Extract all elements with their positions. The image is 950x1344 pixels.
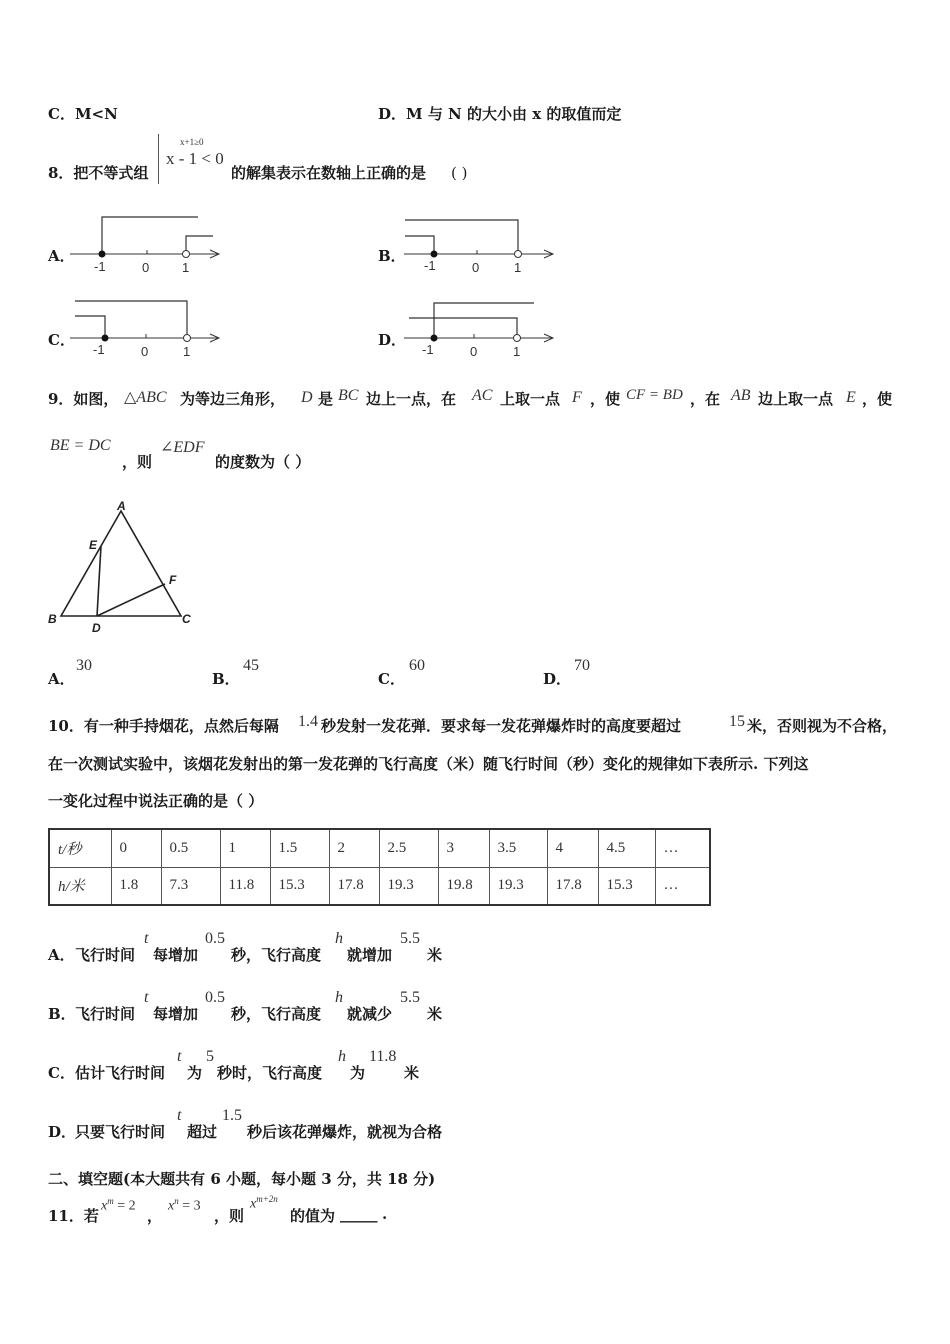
option-text: 米: [427, 946, 443, 964]
q8-inequality-2: x - 1 < 0: [166, 149, 224, 168]
tick-label: 1: [514, 260, 522, 275]
q9-segment-bc: BC: [338, 387, 359, 404]
option-label: D．: [48, 1123, 77, 1141]
table-cell: 1.8: [111, 867, 161, 905]
var-t: t: [177, 1107, 182, 1124]
q10-line1-c: 米，否则视为不合格，: [747, 717, 898, 735]
table-cell: 17.8: [329, 867, 379, 905]
option-label: C．: [48, 1064, 75, 1082]
value: 1.5: [222, 1107, 242, 1124]
q9-option-d-value: 70: [574, 657, 590, 674]
q8-number: 8．把不等式组: [48, 164, 149, 182]
table-cell: 2.5: [379, 829, 438, 867]
var-t: t: [144, 989, 149, 1006]
var-h: h: [338, 1048, 346, 1065]
q9-text-10: 的度数为（ ）: [215, 453, 311, 471]
q9-text-6: ，在: [690, 390, 721, 408]
table-cell: 3: [438, 829, 489, 867]
q9-option-a-label: A．: [48, 670, 75, 688]
table-cell: 11.8: [220, 867, 270, 905]
table-cell: 3.5: [489, 829, 547, 867]
q9-angle-edf: ∠EDF: [160, 439, 205, 456]
table-cell: 4: [547, 829, 598, 867]
q11-period: .: [382, 1205, 388, 1223]
q8-option-a-numberline: [70, 212, 230, 274]
table-cell: 17.8: [547, 867, 598, 905]
option-label: A．: [48, 946, 75, 964]
q9-text-5: ，使: [590, 390, 621, 408]
q9-option-a-value: 30: [76, 657, 92, 674]
section-2-title: 二、填空题(本大题共有 6 小题，每小题 3 分，共 18 分): [48, 1170, 436, 1188]
tick-label: -1: [422, 342, 434, 357]
q8-stem-rest: 的解集表示在数轴上正确的是: [231, 164, 427, 182]
q10-line1-a: 10．有一种手持烟花，点然后每隔: [48, 717, 279, 735]
q11-then: ，则: [214, 1207, 245, 1225]
option-text: 为: [187, 1064, 203, 1082]
q9-triangle-abc: △ABC: [124, 389, 167, 406]
table-cell: 0.5: [161, 829, 220, 867]
option-text: 就减少: [347, 1005, 393, 1023]
q9-segment-ab: AB: [731, 387, 751, 404]
tick-label: 0: [141, 344, 149, 359]
q9-point-d: D: [301, 389, 313, 406]
q11-expr-2: $x^n = 3$: [168, 1196, 201, 1214]
q11-comma: ，: [147, 1207, 163, 1225]
q10-line1-b: 秒发射一发花弹．要求每一发花弹爆炸时的高度要超过: [321, 717, 682, 735]
vertex-label-b: B: [48, 612, 57, 626]
q8-option-c-label: C．: [48, 331, 75, 349]
q9-option-d-label: D．: [543, 670, 572, 688]
table-cell: 0: [111, 829, 161, 867]
vertex-label-d: D: [92, 621, 101, 635]
table-cell: 1: [220, 829, 270, 867]
value: 5: [206, 1048, 214, 1065]
table-cell: 15.3: [270, 867, 329, 905]
tick-label: 0: [472, 260, 480, 275]
option-text: 米: [404, 1064, 420, 1082]
q9-segment-ac: AC: [472, 387, 493, 404]
q8-option-d-numberline: [404, 296, 564, 358]
q9-text-4: 上取一点: [500, 390, 561, 408]
option-text: 米: [427, 1005, 443, 1023]
table-cell: 7.3: [161, 867, 220, 905]
q7-option-d: D．M 与 N 的大小由 x 的取值而定: [378, 105, 622, 123]
option-text: 秒后该花弹爆炸，就视为合格: [247, 1123, 443, 1141]
table-cell: …: [655, 829, 710, 867]
vertex-label-f: F: [169, 573, 177, 587]
table-cell: 2: [329, 829, 379, 867]
q9-point-f: F: [572, 389, 582, 406]
tick-label: 1: [183, 344, 191, 359]
option-text: 只要飞行时间: [75, 1123, 166, 1141]
var-t: t: [177, 1048, 182, 1065]
table-cell: …: [655, 867, 710, 905]
table-cell: 1.5: [270, 829, 329, 867]
table-cell: 19.8: [438, 867, 489, 905]
var-t: t: [144, 930, 149, 947]
q9-option-b-label: B．: [212, 670, 240, 688]
q11-expr-1: $x^m = 2$: [101, 1196, 136, 1214]
row-header-time: t/秒: [49, 829, 111, 867]
q11-answer-blank[interactable]: _____: [340, 1205, 378, 1223]
q9-point-e: E: [846, 389, 856, 406]
q10-line3: 一变化过程中说法正确的是（ ）: [48, 792, 264, 810]
vertex-label-a: A: [117, 499, 126, 513]
q11-expr-3: $x^{m+2n}$: [250, 1194, 278, 1212]
option-text: 秒时，飞行高度: [217, 1064, 323, 1082]
q9-text-1: 为等边三角形，: [180, 390, 286, 408]
tick-label: -1: [93, 342, 105, 357]
tick-label: -1: [424, 258, 436, 273]
option-text: 秒，飞行高度: [231, 946, 322, 964]
option-text: 飞行时间: [75, 946, 136, 964]
row-header-height: h/米: [49, 867, 111, 905]
q10-interval-value: 1.4: [298, 713, 318, 730]
q9-condition-be: BE = DC: [50, 437, 111, 454]
value: 5.5: [400, 989, 420, 1006]
option-label: B．: [48, 1005, 76, 1023]
option-text: 每增加: [153, 1005, 199, 1023]
var-h: h: [335, 930, 343, 947]
q9-text-7: 边上取一点: [758, 390, 834, 408]
table-row-height: [49, 867, 710, 905]
tick-label: 1: [182, 260, 190, 275]
q9-option-c-label: C．: [378, 670, 405, 688]
q9-triangle-figure: [44, 498, 204, 638]
q10-data-table: [48, 828, 711, 906]
table-cell: 4.5: [598, 829, 655, 867]
q8-option-c-numberline: [70, 296, 230, 358]
vertex-label-e: E: [89, 538, 98, 552]
q9-condition-cf: CF = BD: [626, 387, 683, 403]
option-text: 估计飞行时间: [75, 1064, 166, 1082]
q11-tail: 的值为: [290, 1207, 336, 1225]
var-h: h: [335, 989, 343, 1006]
q8-option-b-numberline: [404, 212, 564, 274]
table-cell: 19.3: [379, 867, 438, 905]
table-row-time: [49, 829, 710, 867]
option-text: 飞行时间: [75, 1005, 136, 1023]
tick-label: 0: [142, 260, 150, 275]
option-text: 超过: [187, 1123, 218, 1141]
tick-label: 0: [470, 344, 478, 359]
q8-option-a-label: A．: [48, 247, 75, 265]
q8-inequality-1: x+1≥0: [180, 137, 204, 147]
q8-option-b-label: B．: [378, 247, 406, 265]
q9-text-8: ，使: [862, 390, 893, 408]
option-text: 每增加: [153, 946, 199, 964]
table-cell: 15.3: [598, 867, 655, 905]
q7-option-c: C．M<N: [48, 105, 118, 123]
value: 0.5: [205, 989, 225, 1006]
vertex-label-c: C: [182, 612, 191, 626]
q11-number: 11．若: [48, 1207, 99, 1225]
q9-option-b-value: 45: [243, 657, 259, 674]
q9-text-3: 边上一点，在: [366, 390, 457, 408]
q10-height-threshold: 15: [729, 713, 745, 730]
table-cell: 19.3: [489, 867, 547, 905]
tick-label: -1: [94, 259, 106, 274]
option-text: 就增加: [347, 946, 393, 964]
q8-option-d-label: D．: [378, 331, 407, 349]
q9-text-2: 是: [318, 390, 334, 408]
value: 0.5: [205, 930, 225, 947]
q9-option-c-value: 60: [409, 657, 425, 674]
value: 11.8: [369, 1048, 397, 1065]
option-text: 为: [350, 1064, 366, 1082]
tick-label: 1: [513, 344, 521, 359]
q9-text-9: ，则: [122, 453, 153, 471]
q10-line2: 在一次测试实验中，该烟花发射出的第一发花弹的飞行高度（米）随飞行时间（秒）变化的规律如下表所示. 下列这: [48, 755, 809, 773]
value: 5.5: [400, 930, 420, 947]
option-text: 秒，飞行高度: [231, 1005, 322, 1023]
q8-answer-paren: ( ): [451, 164, 468, 182]
q9-number: 9．如图，: [48, 390, 119, 408]
